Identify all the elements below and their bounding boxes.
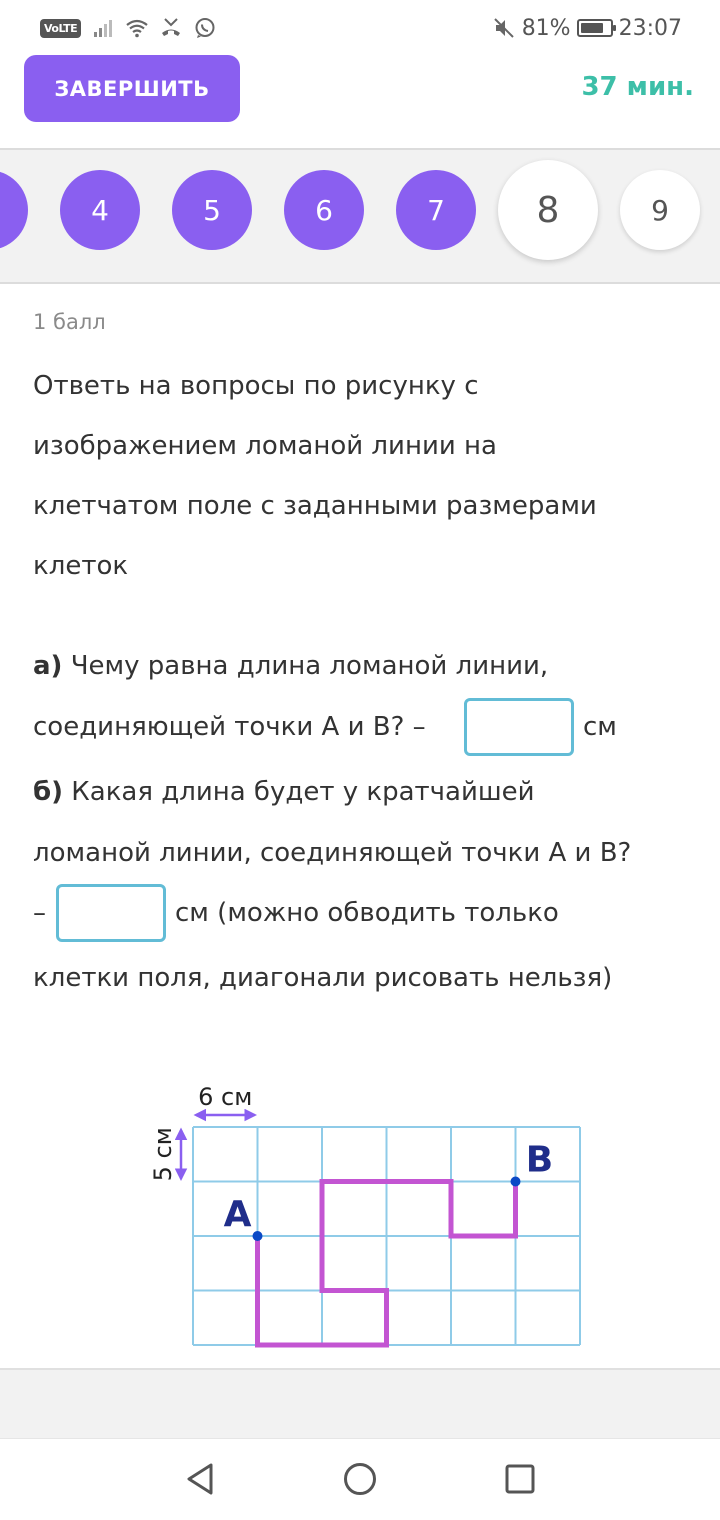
- question-points: 1 балл: [33, 310, 106, 334]
- part-b-marker: б): [33, 777, 64, 807]
- part-a-line-1: [33, 651, 548, 681]
- answer-input-a[interactable]: [464, 698, 574, 756]
- status-icons-right: [492, 14, 682, 42]
- part-a-line-2: соединяющей точки А и В? –: [33, 712, 426, 742]
- status-icons-left: [40, 14, 217, 42]
- system-navigation-bar: [0, 1438, 720, 1520]
- part-b-line-3: см (можно обводить только: [175, 898, 559, 928]
- question-button-current[interactable]: 8: [498, 160, 598, 260]
- answer-input-b[interactable]: [56, 884, 166, 942]
- point-a-label: A: [223, 1194, 252, 1235]
- question-button-7[interactable]: 7: [396, 170, 476, 250]
- battery-percent: 81%: [521, 15, 571, 41]
- question-button-6[interactable]: 6: [284, 170, 364, 250]
- question-button-previous[interactable]: [0, 170, 28, 250]
- back-icon[interactable]: [180, 1459, 220, 1499]
- clock: 23:07: [618, 15, 682, 41]
- part-a-text: Чему равна длина ломаной линии,: [62, 651, 549, 681]
- battery-icon: [577, 19, 613, 37]
- status-bar: [0, 0, 720, 56]
- point-b-label: B: [525, 1139, 554, 1181]
- part-a-unit: см: [583, 712, 617, 742]
- question-button-5[interactable]: 5: [172, 170, 252, 250]
- mute-icon: [492, 16, 516, 40]
- signal-icon: [91, 16, 115, 40]
- cell-height-label: 5 см: [149, 1127, 177, 1182]
- wifi-icon: [125, 16, 149, 40]
- question-text-line: клеток: [33, 551, 129, 581]
- home-icon[interactable]: [340, 1459, 380, 1499]
- timer: 37 мин.: [581, 72, 694, 102]
- point-b-dot: [511, 1177, 521, 1187]
- part-a-marker: а): [33, 651, 63, 681]
- cell-width-label: 6 см: [198, 1083, 253, 1111]
- grid-figure: [140, 1080, 600, 1360]
- part-b-text: Какая длина будет у кратчайшей: [63, 777, 535, 807]
- part-b-line-4: клетки поля, диагонали рисовать нельзя): [33, 963, 613, 993]
- battery-level: [581, 23, 604, 33]
- volte-indicator: VoLTE: [40, 19, 81, 38]
- finish-button[interactable]: ЗАВЕРШИТЬ: [24, 55, 240, 122]
- missed-call-icon: [159, 16, 183, 40]
- point-a-dot: [253, 1231, 263, 1241]
- part-b-line-1: [33, 777, 535, 807]
- question-button-9[interactable]: 9: [620, 170, 700, 250]
- part-b-dash: –: [33, 898, 46, 928]
- navigator-divider: [0, 282, 720, 284]
- question-text-line: изображением ломаной линии на: [33, 431, 497, 461]
- recents-icon[interactable]: [500, 1459, 540, 1499]
- question-navigator[interactable]: [0, 150, 720, 283]
- question-button-4[interactable]: 4: [60, 170, 140, 250]
- whatsapp-icon: [193, 16, 217, 40]
- footer-area: [0, 1370, 720, 1438]
- part-b-line-2: ломаной линии, соединяющей точки А и В?: [33, 838, 632, 868]
- question-text-line: Ответь на вопросы по рисунку с: [33, 371, 479, 401]
- question-text-line: клетчатом поле с заданными размерами: [33, 491, 597, 521]
